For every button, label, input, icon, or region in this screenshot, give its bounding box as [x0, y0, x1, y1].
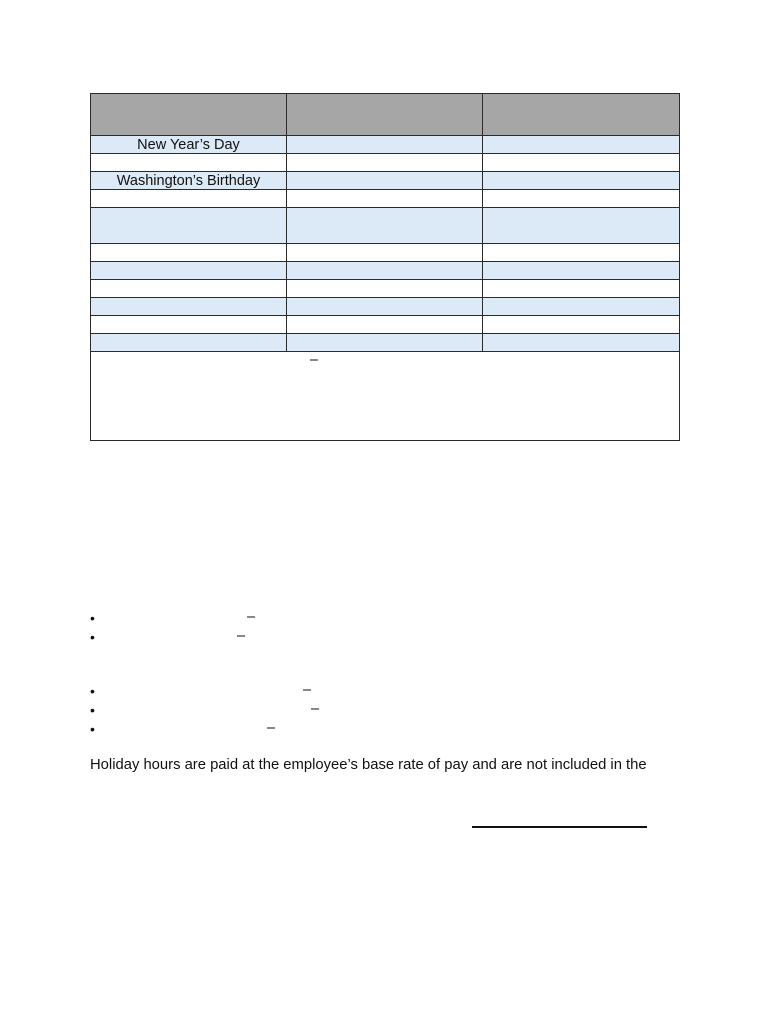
list-item [90, 609, 690, 628]
holiday-name-cell [91, 190, 287, 208]
table-cell [287, 334, 483, 352]
table-row [91, 154, 680, 172]
list-item-dash: – [303, 682, 312, 698]
table-row [91, 262, 680, 280]
table-header-row [91, 94, 680, 136]
table-cell [483, 136, 680, 154]
table-row [91, 208, 680, 244]
table-row [91, 280, 680, 298]
table-cell [287, 280, 483, 298]
holiday-name-cell [91, 154, 287, 172]
list-item-dash: – [267, 720, 276, 736]
list-item-dash: – [237, 628, 246, 644]
table-row [91, 172, 680, 190]
holiday-name-cell [91, 244, 287, 262]
holiday-name-cell: New Year’s Day [91, 136, 287, 154]
list-item [90, 701, 690, 720]
table-cell [287, 208, 483, 244]
table-row [91, 316, 680, 334]
holiday-name-cell [91, 262, 287, 280]
bullet-icon: • [90, 683, 95, 699]
table-cell [483, 172, 680, 190]
header-cell-3 [483, 94, 680, 136]
table-row [91, 244, 680, 262]
table-cell [483, 334, 680, 352]
table-cell [287, 298, 483, 316]
table-cell [287, 136, 483, 154]
list-item [90, 720, 690, 739]
table-row [91, 136, 680, 154]
table-cell [287, 244, 483, 262]
holiday-name-cell [91, 316, 287, 334]
list-item-dash: – [311, 701, 320, 717]
bullet-list-a [90, 609, 690, 647]
holiday-name-cell: Washington’s Birthday [91, 172, 287, 190]
holiday-table [90, 93, 680, 441]
note-dash: – [310, 352, 319, 368]
holiday-name-cell [91, 298, 287, 316]
table-row [91, 298, 680, 316]
table-cell [287, 172, 483, 190]
holiday-name-cell [91, 208, 287, 244]
header-cell-1 [91, 94, 287, 136]
holiday-name-cell [91, 280, 287, 298]
table-cell [483, 154, 680, 172]
holiday-name-cell [91, 334, 287, 352]
table-cell [287, 154, 483, 172]
holiday-pay-paragraph: Holiday hours are paid at the employee’s base rate of pay and are not included in the [90, 757, 647, 773]
header-cell-2 [287, 94, 483, 136]
table-note-cell [91, 352, 680, 441]
list-item [90, 682, 690, 701]
table-cell [483, 208, 680, 244]
table-cell [483, 244, 680, 262]
table-cell [483, 262, 680, 280]
list-item [90, 628, 690, 647]
table-cell [287, 316, 483, 334]
table-row [91, 334, 680, 352]
table-cell [483, 280, 680, 298]
bullet-list-b [90, 682, 690, 739]
bullet-icon: • [90, 610, 95, 626]
list-item-dash: – [247, 609, 256, 625]
table-cell [483, 190, 680, 208]
signature-line [472, 826, 647, 828]
table-row [91, 190, 680, 208]
bullet-icon: • [90, 629, 95, 645]
table-note-row [91, 352, 680, 441]
table-cell [483, 298, 680, 316]
bullet-icon: • [90, 721, 95, 737]
table-cell [287, 190, 483, 208]
table-cell [483, 316, 680, 334]
table-cell [287, 262, 483, 280]
bullet-icon: • [90, 702, 95, 718]
